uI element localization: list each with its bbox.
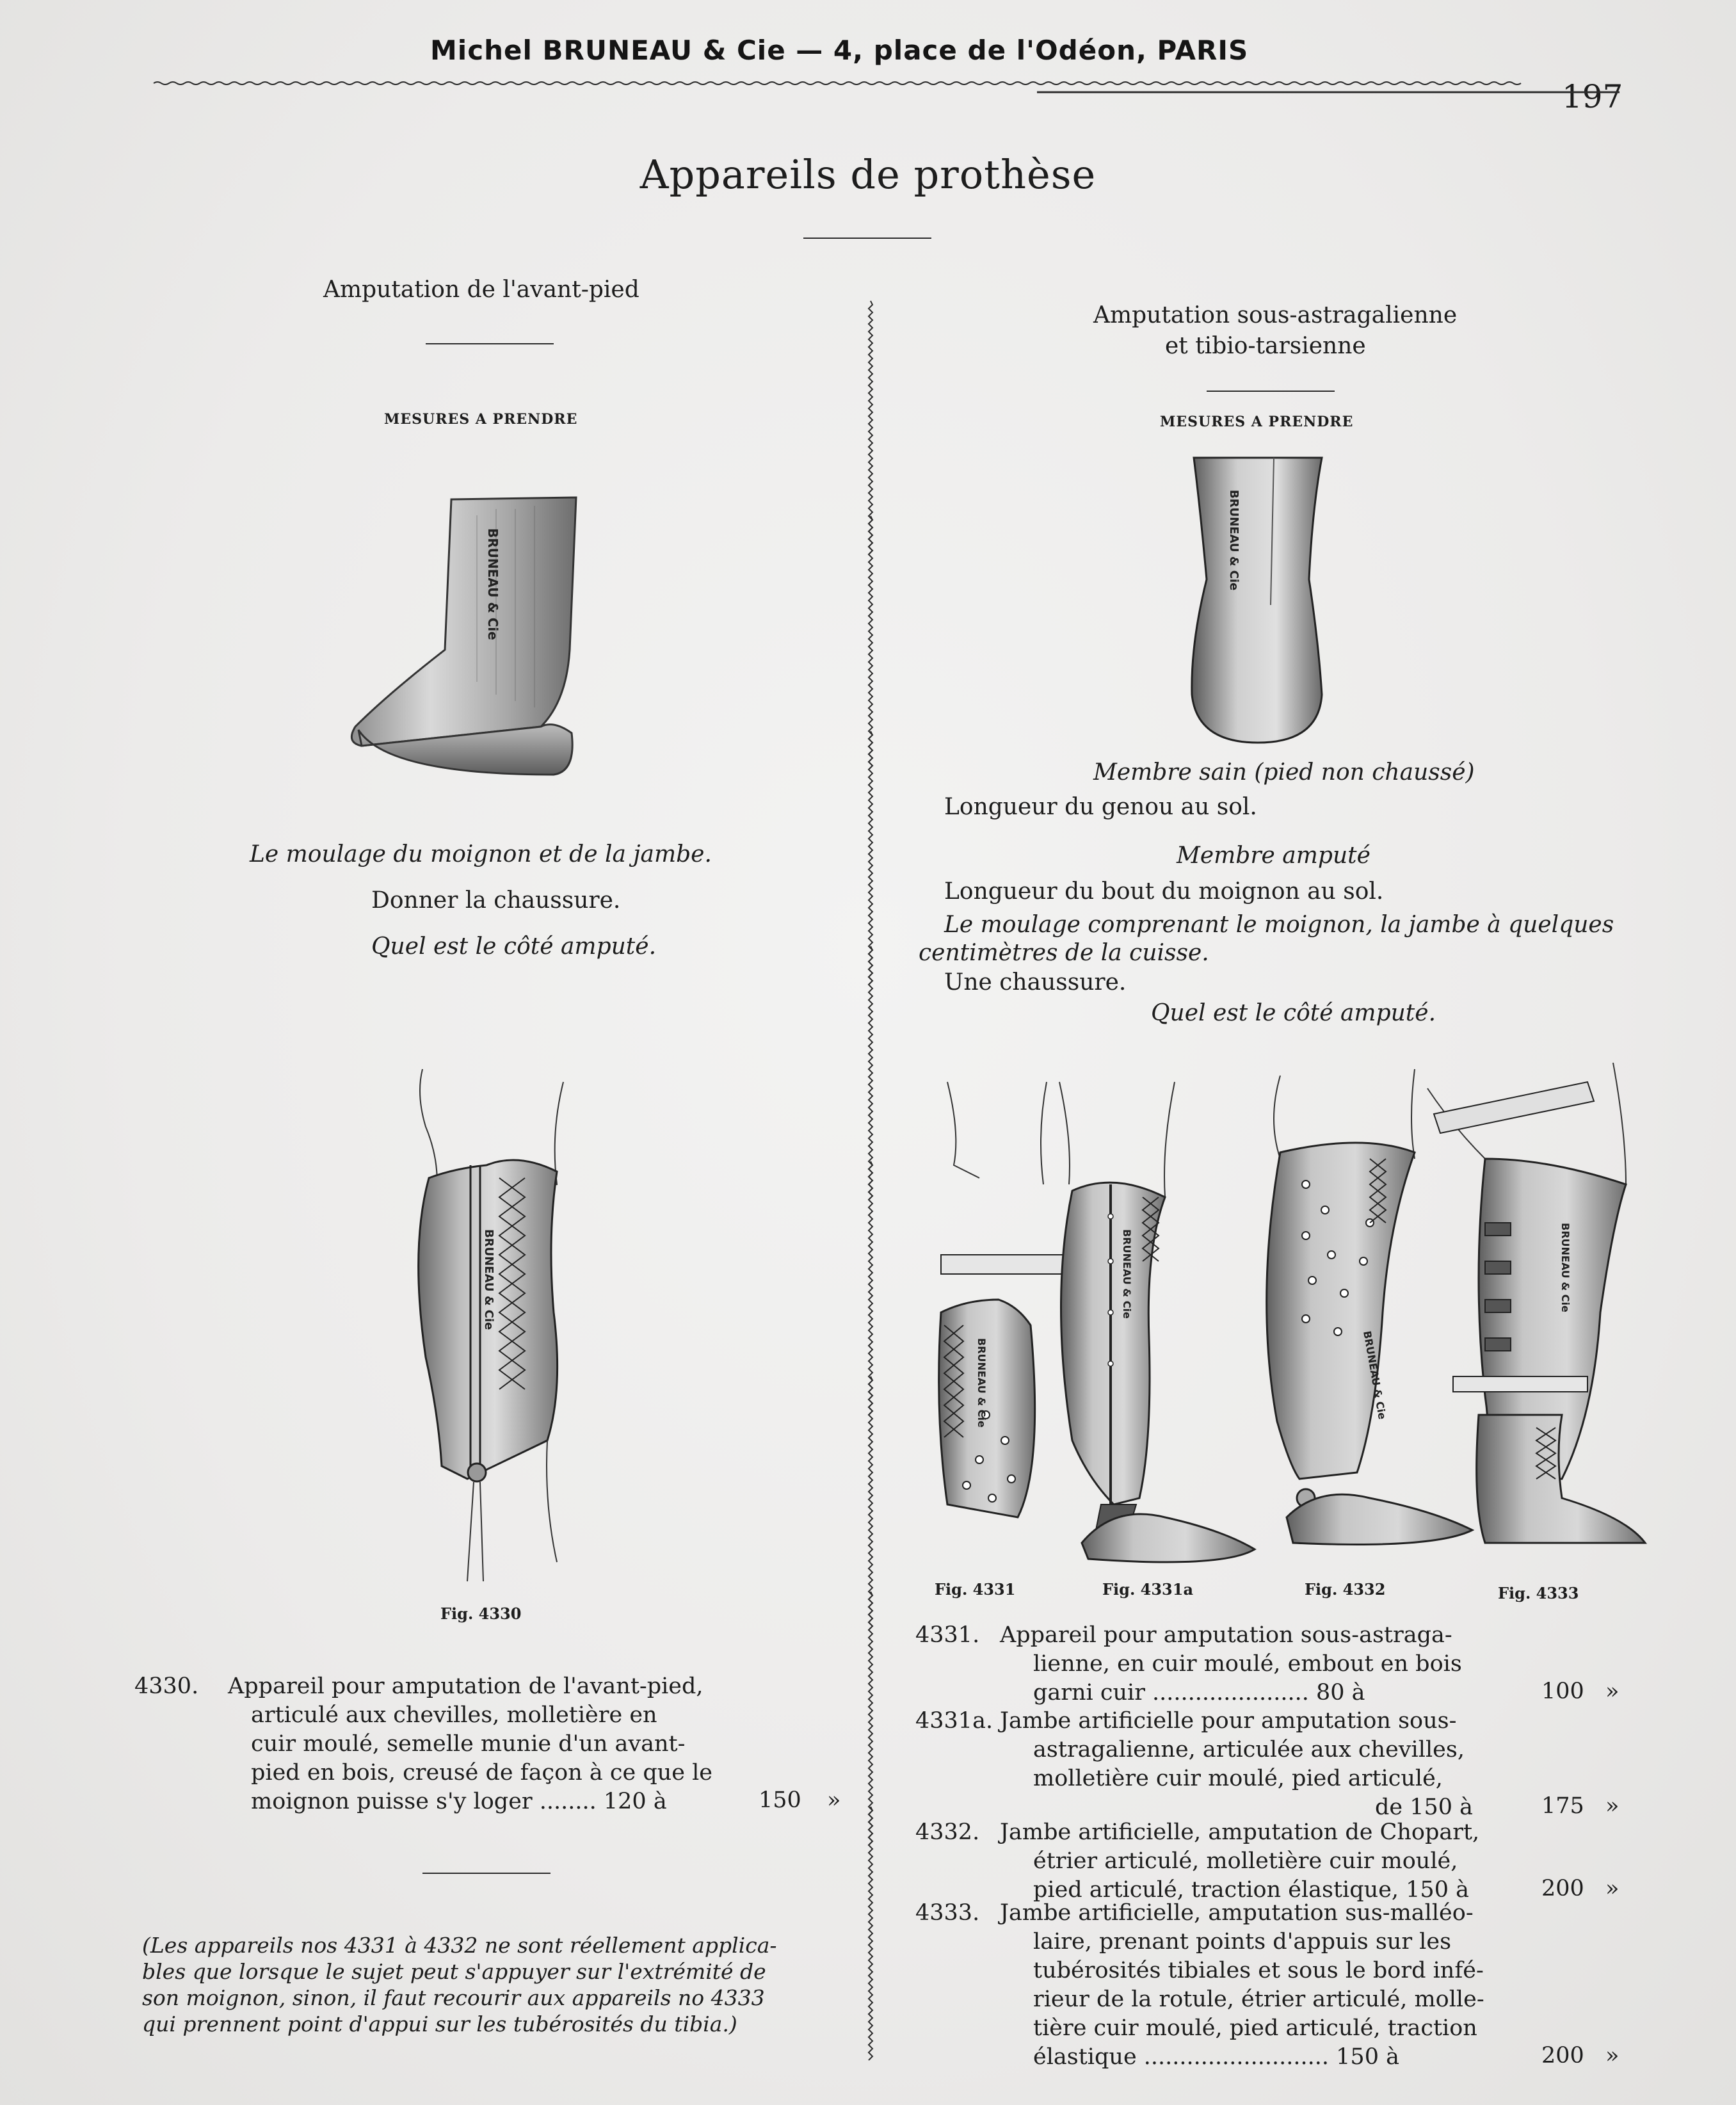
item-4332-ditto: » [1605, 1876, 1619, 1901]
brace-4331-stamp: BRUNEAU & Cie [976, 1338, 988, 1428]
item-4330-ditto: » [827, 1787, 841, 1813]
item-line: moignon puisse s'y loger ........ 120 à [251, 1789, 667, 1814]
item-line: de 150 à [1375, 1794, 1474, 1820]
left-footnote [142, 1932, 849, 2037]
stump-to-ground: Longueur du bout du moignon au sol. [944, 878, 1384, 905]
brace-4331 [939, 1082, 1066, 1517]
forefoot-cast-stamp: BRUNEAU & Cie [485, 528, 501, 640]
right-section-heading-2: et tibio-tarsienne [1165, 333, 1366, 359]
item-number: 4332. [915, 1819, 980, 1845]
forefoot-cast-drawing [349, 490, 586, 797]
mould-instruction-1: Le moulage comprenant le moignon, la jambe à quelques [944, 912, 1614, 938]
brace-4331a-stamp: BRUNEAU & Cie [1121, 1229, 1133, 1319]
item-line: tubérosités tibiales et sous le bord infé- [1033, 1958, 1484, 1983]
sound-limb-label: Membre sain (pied non chaussé) [1093, 759, 1475, 786]
item-line: articulé aux chevilles, molletière en [251, 1702, 657, 1728]
item-4330-price: 150 [759, 1787, 801, 1813]
item-4332-price: 200 [1541, 1876, 1584, 1901]
item-4330 [134, 1672, 851, 1826]
fig-4331a-label: Fig. 4331a [1102, 1580, 1193, 1599]
title-rule [803, 238, 931, 239]
item-number: 4331. [915, 1622, 980, 1648]
item-4331a [915, 1707, 1491, 1828]
side-instruction: Quel est le côté amputé. [1151, 1000, 1436, 1026]
item-number: 4331a. [915, 1708, 993, 1734]
footnote-line: bles que lorsque le sujet peut s'appuyer sur l'extrémité de [142, 1959, 766, 1984]
brace-4333-stamp: BRUNEAU & Cie [1559, 1223, 1571, 1312]
header-wavy-rule [154, 78, 1626, 97]
item-line: molletière cuir moulé, pied articulé, [1033, 1766, 1443, 1791]
page-title: Appareils de prothèse [639, 151, 1097, 198]
brace-4331a [1059, 1082, 1255, 1562]
left-caption-side: Quel est le côté amputé. [371, 933, 657, 960]
brace-4330-drawing [390, 1056, 583, 1601]
firm-header: Michel BRUNEAU & Cie — 4, place de l'Odéon, PARIS [430, 35, 1249, 66]
item-line: pied articulé, traction élastique, 150 à [1033, 1877, 1469, 1903]
brace-4332-stamp: BRUNEAU & Cie [1361, 1330, 1389, 1421]
fig-4330-label: Fig. 4330 [440, 1604, 522, 1623]
item-line: Jambe artificielle, amputation sus-malléo- [1000, 1900, 1474, 1926]
item-4333-price: 200 [1541, 2043, 1584, 2069]
brace-4332 [1267, 1069, 1472, 1545]
item-4333 [915, 1899, 1491, 2078]
column-divider [865, 301, 876, 2061]
left-footnote-rule [422, 1873, 551, 1874]
item-line: astragalienne, articulée aux chevilles, [1033, 1737, 1465, 1762]
braces-4331-4333-drawing [922, 1056, 1652, 1588]
left-heading-rule [426, 343, 554, 344]
left-measures-label: MESURES A PRENDRE [384, 411, 578, 428]
page-number: 197 [1562, 78, 1623, 115]
item-line: laire, prenant points d'appuis sur les [1033, 1929, 1452, 1955]
fig-4331-label: Fig. 4331 [935, 1580, 1016, 1599]
mould-instruction-2: centimètres de la cuisse. [919, 940, 1209, 966]
brace-4333 [1427, 1063, 1645, 1543]
item-4331 [915, 1621, 1491, 1711]
item-line: Appareil pour amputation de l'avant-pied, [228, 1674, 703, 1699]
item-4331a-price: 175 [1541, 1793, 1584, 1819]
item-4331a-ditto: » [1605, 1793, 1619, 1819]
right-section-heading-1: Amputation sous-astragalienne [1093, 302, 1458, 328]
right-heading-rule [1207, 391, 1335, 392]
brace-4330-stamp: BRUNEAU & Cie [482, 1229, 495, 1330]
item-number: 4333. [915, 1900, 980, 1926]
footnote-line: son moignon, sinon, il faut recourir aux appareils no 4333 [142, 1985, 765, 2010]
item-number: 4330. [134, 1674, 199, 1699]
item-4333-ditto: » [1605, 2043, 1619, 2069]
shoe-instruction: Une chaussure. [944, 969, 1127, 996]
subtalar-cast-stamp: BRUNEAU & Cie [1227, 490, 1241, 591]
item-line: rieur de la rotule, étrier articulé, molle- [1033, 1987, 1484, 2012]
item-line: lienne, en cuir moulé, embout en bois [1033, 1651, 1462, 1677]
item-line: étrier articulé, molletière cuir moulé, [1033, 1848, 1458, 1874]
item-line: Appareil pour amputation sous-astraga- [1000, 1622, 1452, 1648]
fig-4332-label: Fig. 4332 [1305, 1580, 1386, 1599]
item-line: Jambe artificielle, amputation de Chopart, [1000, 1819, 1480, 1845]
left-caption-shoe: Donner la chaussure. [371, 887, 621, 914]
item-line: Jambe artificielle pour amputation sous- [1000, 1708, 1457, 1734]
footnote-line: qui prennent point d'appui sur les tubérosités du tibia.) [142, 2012, 737, 2036]
item-line: pied en bois, creusé de façon à ce que le [251, 1760, 713, 1786]
amputated-limb-label: Membre amputé [1177, 843, 1370, 869]
fig-4333-label: Fig. 4333 [1498, 1584, 1579, 1602]
item-line: garni cuir ...................... 80 à [1033, 1680, 1365, 1706]
right-measures-label: MESURES A PRENDRE [1160, 414, 1354, 430]
item-4331-price: 100 [1541, 1679, 1584, 1704]
item-4332 [915, 1818, 1491, 1908]
left-section-heading: Amputation de l'avant-pied [323, 277, 639, 303]
left-caption-mould: Le moulage du moignon et de la jambe. [250, 841, 712, 867]
item-line: élastique .......................... 150 à [1033, 2044, 1399, 2070]
subtalar-cast-drawing [1184, 451, 1338, 752]
footnote-line: (Les appareils nos 4331 à 4332 ne sont réellement applica- [142, 1933, 777, 1958]
item-4331-ditto: » [1605, 1679, 1619, 1704]
item-line: cuir moulé, semelle munie d'un avant- [251, 1731, 686, 1757]
knee-to-ground: Longueur du genou au sol. [944, 794, 1257, 820]
item-line: tière cuir moulé, pied articulé, traction [1033, 2015, 1477, 2041]
